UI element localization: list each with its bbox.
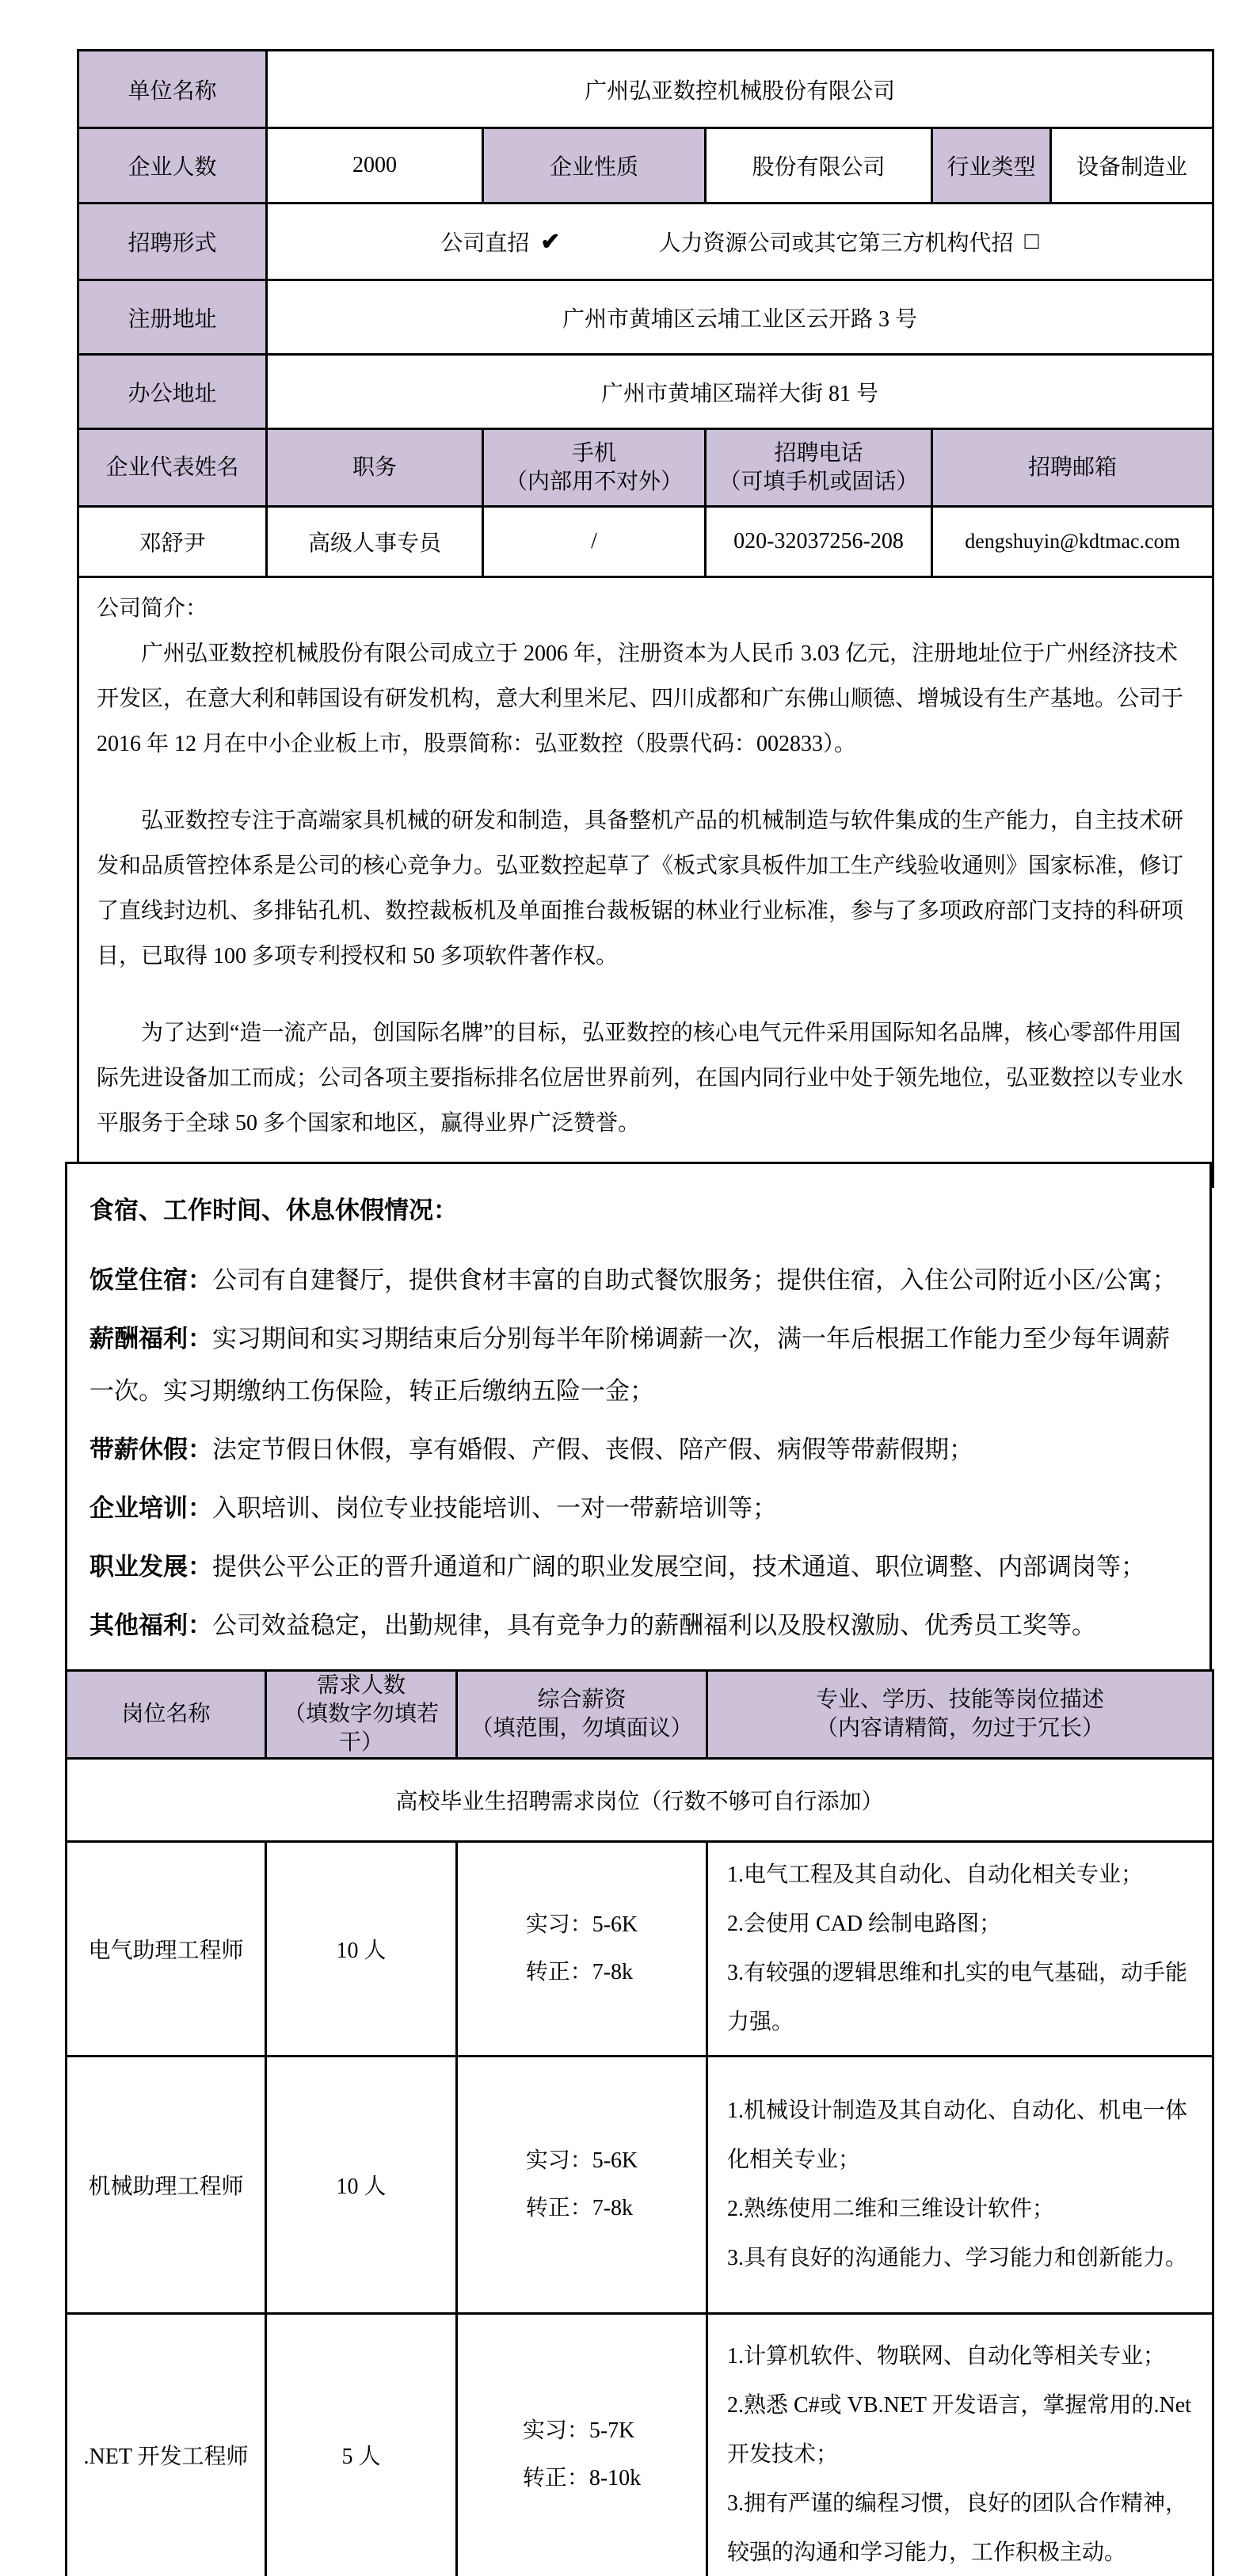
job-salary bbox=[457, 1842, 707, 2057]
welfare-item-text: 法定节假日休假，享有婚假、产假、丧假、陪产假、病假等带薪假期； bbox=[212, 1436, 973, 1463]
rep-name-header: 企业代表姓名 bbox=[78, 429, 267, 507]
welfare-and-jobs-box bbox=[65, 1162, 1212, 2576]
recruit-form-value bbox=[267, 204, 1213, 280]
empty-checkbox-icon: □ bbox=[1024, 228, 1039, 254]
job-section-row bbox=[67, 1759, 1213, 1842]
job-header-salary bbox=[457, 1671, 707, 1759]
rep-mobile-header-line2: （内部用不对外） bbox=[505, 469, 683, 494]
rep-phone-header-line2: （可填手机或固话） bbox=[718, 469, 919, 494]
welfare-item-text: 入职培训、岗位专业技能培训、一对一带薪培训等； bbox=[212, 1494, 777, 1522]
job-salary-intern: 实习：5-6K bbox=[525, 2148, 638, 2173]
welfare-item-paid-leave bbox=[90, 1424, 1187, 1476]
row-office-address bbox=[78, 355, 1213, 429]
recruit-options bbox=[272, 226, 1207, 257]
welfare-title: 食宿、工作时间、休息休假情况： bbox=[90, 1197, 458, 1224]
row-company-intro bbox=[78, 577, 1213, 1187]
job-desc-line: 2.会使用 CAD 绘制电路图； bbox=[727, 1912, 1002, 1936]
checkmark-icon: ✔ bbox=[540, 228, 561, 255]
row-representative-values bbox=[78, 507, 1213, 577]
welfare-item-text: 公司效益稳定，出勤规律，具有竞争力的薪酬福利以及股权激励、优秀员工奖等。 bbox=[212, 1611, 1096, 1639]
welfare-item-label: 饭堂住宿： bbox=[90, 1266, 212, 1294]
job-position: 电气助理工程师 bbox=[67, 1842, 266, 2057]
job-desc-line: 1.电气工程及其自动化、自动化相关专业； bbox=[727, 1863, 1144, 1887]
job-salary-lines bbox=[523, 2407, 641, 2502]
job-header-count-line2: （填数字勿填若干） bbox=[283, 1702, 439, 1755]
job-header-count-line1: 需求人数 bbox=[316, 1673, 406, 1698]
job-positions-table bbox=[65, 1669, 1214, 2576]
industry-label: 行业类型 bbox=[932, 128, 1051, 204]
company-intro-title: 公司简介： bbox=[97, 596, 208, 621]
welfare-item-other bbox=[90, 1600, 1187, 1652]
rep-phone-header-line1: 招聘电话 bbox=[774, 440, 863, 466]
job-description bbox=[707, 2057, 1213, 2314]
job-header-desc-line2: （内容请精简，勿过于冗长） bbox=[815, 1716, 1104, 1741]
job-position: 机械助理工程师 bbox=[67, 2057, 266, 2314]
rep-phone-header bbox=[706, 429, 932, 507]
row-representative-header bbox=[78, 429, 1213, 507]
job-header-desc-line1: 专业、学历、技能等岗位描述 bbox=[815, 1688, 1104, 1712]
welfare-item-label: 职业发展： bbox=[90, 1553, 212, 1581]
welfare-item-text: 实习期间和实习期结束后分别每半年阶梯调薪一次，满一年后根据工作能力至少每年调薪一次。实习期缴纳工伤保险，转正后缴纳五险一金； bbox=[90, 1325, 1170, 1405]
staff-value: 2000 bbox=[267, 128, 483, 204]
job-salary-regular: 转正：7-8k bbox=[525, 1960, 634, 1984]
job-desc-line: 2.熟悉 C#或 VB.NET 开发语言，掌握常用的.Net 开发技术； bbox=[727, 2392, 1191, 2467]
job-header-salary-line2: （填范围，勿填面议） bbox=[470, 1716, 693, 1741]
rep-title-header: 职务 bbox=[267, 429, 483, 507]
job-salary bbox=[457, 2314, 707, 2576]
welfare-item-training bbox=[90, 1482, 1187, 1535]
reg-addr-label: 注册地址 bbox=[78, 280, 267, 355]
staff-label: 企业人数 bbox=[78, 128, 267, 204]
rep-email-value: dengshuyin@kdtmac.com bbox=[932, 507, 1213, 577]
row-recruit-form bbox=[78, 204, 1213, 280]
company-info-table bbox=[77, 49, 1214, 1188]
industry-value: 设备制造业 bbox=[1051, 128, 1213, 204]
welfare-item-label: 带薪休假： bbox=[90, 1436, 212, 1463]
rep-mobile-value: / bbox=[483, 507, 706, 577]
job-salary-lines bbox=[526, 1901, 638, 1996]
job-header-desc bbox=[707, 1671, 1213, 1759]
row-staff-nature-industry bbox=[78, 128, 1213, 204]
recruit-form-label: 招聘形式 bbox=[78, 204, 267, 280]
job-desc-line: 3.拥有严谨的编程习惯，良好的团队合作精神，较强的沟通和学习能力，工作积极主动。 bbox=[727, 2490, 1188, 2565]
job-desc-line: 3.具有良好的沟通能力、学习能力和创新能力。 bbox=[727, 2246, 1188, 2270]
company-intro-paragraph-3: 为了达到“造一流产品，创国际名牌”的目标，弘亚数控的核心电气元件采用国际知名品牌，核心零部件用国际先进设备加工而成；公司各项主要指标排名位居世界前列，在国内同行业中处于领先地位，弘亚数控以专业水平服务于全球 50 多个国家和地区，赢得业界广泛赞誉。 bbox=[97, 1021, 1184, 1136]
job-table-header-row bbox=[67, 1671, 1213, 1759]
job-row-electrical-engineer bbox=[67, 1842, 1213, 2057]
job-desc-line: 2.熟练使用二维和三维设计软件； bbox=[727, 2197, 1055, 2221]
rep-phone-value: 020-32037256-208 bbox=[706, 507, 932, 577]
job-count: 10 人 bbox=[266, 2057, 457, 2314]
job-count: 5 人 bbox=[266, 2314, 457, 2576]
rep-email-header: 招聘邮箱 bbox=[932, 429, 1213, 507]
job-salary-regular: 转正：8-10k bbox=[522, 2465, 642, 2490]
welfare-item-text: 提供公平公正的晋升通道和广阔的职业发展空间，技术通道、职位调整、内部调岗等； bbox=[212, 1553, 1145, 1581]
job-description bbox=[707, 2314, 1213, 2576]
job-desc-line: 3.有较强的逻辑思维和扎实的电气基础，动手能力强。 bbox=[727, 1961, 1188, 2034]
welfare-item-label: 薪酬福利： bbox=[90, 1325, 212, 1353]
job-salary-intern: 实习：5-6K bbox=[525, 1912, 638, 1937]
row-unit-name bbox=[78, 51, 1213, 128]
job-salary-regular: 转正：7-8k bbox=[525, 2196, 634, 2220]
job-salary-lines bbox=[526, 2137, 638, 2232]
job-row-dotnet-engineer bbox=[67, 2314, 1213, 2576]
rep-mobile-header bbox=[483, 429, 706, 507]
job-header-position: 岗位名称 bbox=[67, 1671, 266, 1759]
welfare-item-label: 其他福利： bbox=[90, 1611, 212, 1639]
job-salary-intern: 实习：5-7K bbox=[522, 2418, 635, 2443]
welfare-item-salary bbox=[90, 1313, 1187, 1417]
job-count: 10 人 bbox=[266, 1842, 457, 2057]
unit-name-label: 单位名称 bbox=[78, 51, 267, 128]
job-desc-line: 1.机械设计制造及其自动化、自动化、机电一体化相关专业； bbox=[727, 2098, 1188, 2172]
office-addr-value: 广州市黄埔区瑞祥大街 81 号 bbox=[267, 355, 1213, 429]
company-intro-paragraph-1: 广州弘亚数控机械股份有限公司成立于 2006 年，注册资本为人民币 3.03 亿元，注册地址位于广州经济技术开发区，在意大利和韩国设有研发机构，意大利里米尼、四川成都和广东佛山顺德、增城设有生产基地。公司于 2016 年 12 月在中小企业板上市，股票简称：弘亚数控（股票代码：002833）。 bbox=[97, 641, 1184, 756]
welfare-item-career bbox=[90, 1541, 1187, 1593]
job-section-title: 高校毕业生招聘需求岗位（行数不够可自行添加） bbox=[67, 1759, 1213, 1842]
welfare-item-canteen bbox=[90, 1254, 1187, 1307]
rep-name-value: 邓舒尹 bbox=[78, 507, 267, 577]
company-intro-paragraph-2: 弘亚数控专注于高端家具机械的研发和制造，具备整机产品的机械制造与软件集成的生产能力，自主技术研发和品质管控体系是公司的核心竞争力。弘亚数控起草了《板式家具板件加工生产线验收通则》国家标准，修订了直线封边机、多排钻孔机、数控裁板机及单面推台裁板锯的林业行业标准，参与了多项政府部门支持的科研项目，已取得 100 多项专利授权和 50 多项软件著作权。 bbox=[97, 809, 1184, 968]
welfare-section bbox=[65, 1162, 1212, 1669]
job-description bbox=[707, 1842, 1213, 2057]
job-position: .NET 开发工程师 bbox=[67, 2314, 266, 2576]
nature-value: 股份有限公司 bbox=[706, 128, 932, 204]
job-header-count bbox=[266, 1671, 457, 1759]
rep-mobile-header-line1: 手机 bbox=[571, 440, 616, 466]
welfare-item-text: 公司有自建餐厅，提供食材丰富的自助式餐饮服务；提供住宿，入住公司附近小区/公寓； bbox=[212, 1266, 1177, 1294]
job-row-mechanical-engineer bbox=[67, 2057, 1213, 2314]
nature-label: 企业性质 bbox=[483, 128, 706, 204]
welfare-item-label: 企业培训： bbox=[90, 1494, 212, 1522]
recruit-direct-label: 公司直招 bbox=[440, 231, 530, 256]
rep-title-value: 高级人事专员 bbox=[267, 507, 483, 577]
recruit-agency-label: 人力资源公司或其它第三方机构代招 bbox=[658, 231, 1014, 256]
row-registered-address bbox=[78, 280, 1213, 355]
unit-name-value: 广州弘亚数控机械股份有限公司 bbox=[267, 51, 1213, 128]
office-addr-label: 办公地址 bbox=[78, 355, 267, 429]
job-desc-line: 1.计算机软件、物联网、自动化等相关专业； bbox=[727, 2343, 1166, 2369]
company-intro-cell bbox=[78, 577, 1213, 1187]
job-salary bbox=[457, 2057, 707, 2314]
reg-addr-value: 广州市黄埔区云埔工业区云开路 3 号 bbox=[267, 280, 1213, 355]
job-header-salary-line1: 综合薪资 bbox=[537, 1688, 627, 1712]
